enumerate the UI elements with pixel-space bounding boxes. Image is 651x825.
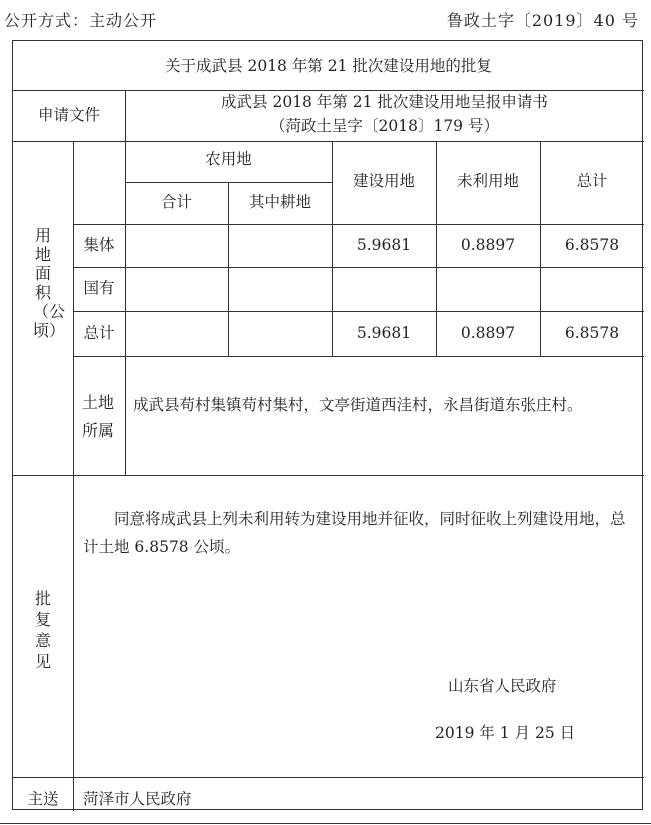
application-title: 成武县 2018 年第 21 批次建设用地呈报申请书 bbox=[221, 93, 548, 111]
cell-unused: 0.8897 bbox=[460, 324, 516, 342]
col-cultivated: 其中耕地 bbox=[248, 193, 311, 211]
document-number: 鲁政土字〔2019〕40 号 bbox=[446, 11, 639, 30]
approval-label: 批复意见 bbox=[34, 589, 51, 671]
cell-unused: 0.8897 bbox=[460, 236, 516, 254]
col-farmland: 农用地 bbox=[205, 150, 252, 168]
disclosure-method: 公开方式：主动公开 bbox=[4, 11, 158, 30]
cell-total: 6.8578 bbox=[564, 324, 620, 342]
rule bbox=[125, 141, 126, 475]
rule bbox=[73, 311, 644, 312]
cell-construction: 5.9681 bbox=[356, 236, 412, 254]
cell-total: 6.8578 bbox=[564, 236, 620, 254]
rule bbox=[13, 90, 644, 91]
cell-construction: 5.9681 bbox=[356, 324, 412, 342]
approval-date: 2019 年 1 月 25 日 bbox=[435, 724, 576, 742]
col-construction: 建设用地 bbox=[352, 172, 415, 190]
approval-opinion: 同意将成武县上列未利用转为建设用地并征收，同时征收上列建设用地，总计土地 6.8578 公顷。 bbox=[83, 510, 626, 556]
recipient-value: 菏泽市人民政府 bbox=[83, 790, 192, 808]
row-label: 国有 bbox=[83, 279, 115, 297]
col-subtotal: 合计 bbox=[160, 193, 192, 211]
col-total: 总计 bbox=[576, 172, 608, 190]
rule bbox=[13, 475, 644, 476]
application-reference: （菏政土呈字〔2018〕179 号） bbox=[270, 117, 499, 135]
location-label: 土地所属 bbox=[81, 393, 114, 440]
approval-form-table bbox=[12, 40, 643, 810]
rule bbox=[73, 475, 74, 811]
footer-rule bbox=[0, 823, 651, 824]
location-text: 成武县苟村集镇苟村集村，文亭街道西洼村，永昌街道东张庄村。 bbox=[133, 396, 583, 414]
document-title: 关于成武县 2018 年第 21 批次建设用地的批复 bbox=[165, 57, 492, 75]
rule bbox=[13, 141, 644, 142]
application-label: 申请文件 bbox=[37, 106, 100, 124]
rule bbox=[73, 267, 644, 268]
area-side-label: 用地面积（公顷） bbox=[33, 226, 66, 340]
rule bbox=[73, 224, 644, 225]
issuer: 山东省人民政府 bbox=[448, 677, 557, 695]
recipient-label: 主送 bbox=[27, 790, 59, 808]
row-label: 总计 bbox=[83, 324, 115, 342]
rule bbox=[73, 141, 74, 475]
row-label: 集体 bbox=[83, 236, 115, 254]
rule bbox=[13, 777, 644, 778]
rule bbox=[73, 356, 644, 357]
col-unused: 未利用地 bbox=[456, 172, 519, 190]
